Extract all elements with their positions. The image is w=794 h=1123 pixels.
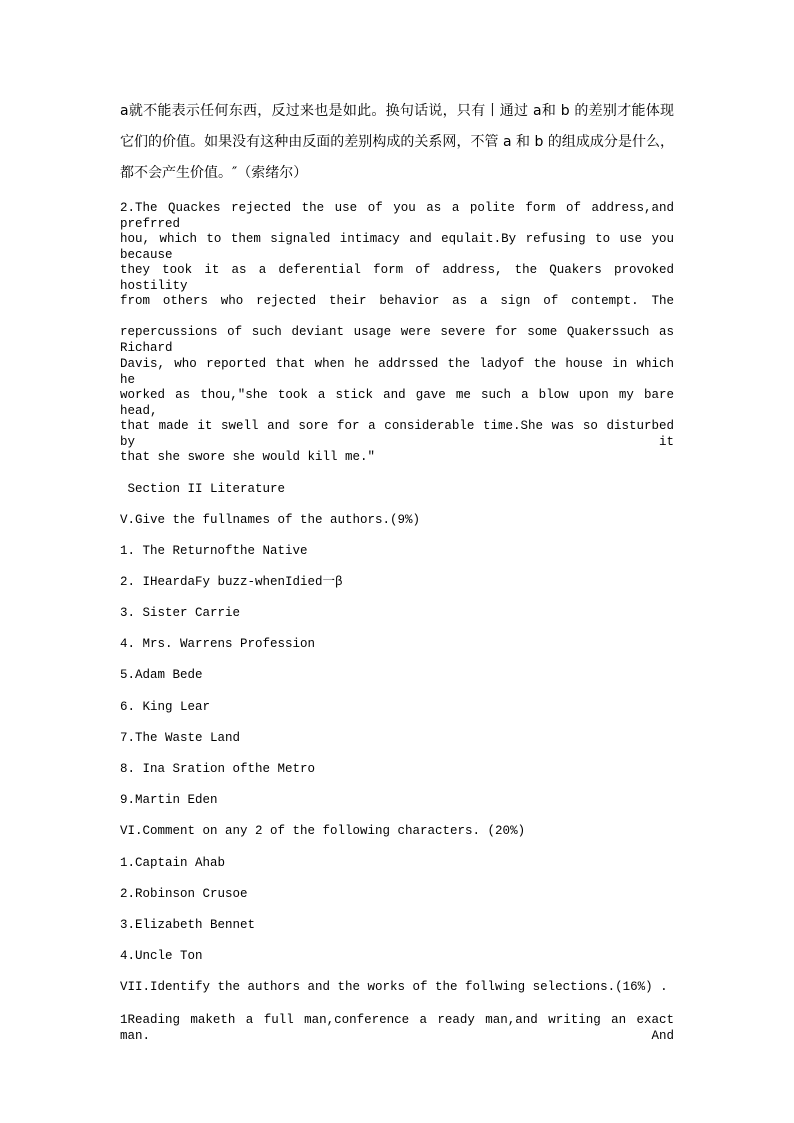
- section-heading: V.Give the fullnames of the authors.(9%): [120, 513, 421, 527]
- section-heading: VII.Identify the authors and the works of the follwing selections.(16%) .: [120, 980, 668, 994]
- text-line: they took it as a deferential form of address, the Quakers provoked hostility: [120, 263, 674, 293]
- list-item: 5.Adam Bede: [120, 668, 203, 682]
- text-line: 2.The Quackes rejected the use of you as a polite form of address,and prefrred: [120, 201, 674, 231]
- list-item: 1. The Returnofthe Native: [120, 544, 308, 558]
- list-item: 2.Robinson Crusoe: [120, 887, 248, 901]
- list-item: 2. IHeardaFy buzz-whenIdied一β: [120, 575, 343, 589]
- text-line: worked as thou,″she took a stick and gave me such a blow upon my bare head,: [120, 388, 674, 418]
- text-line: Davis, who reported that when he addrssed the ladyof the house in which he: [120, 357, 674, 387]
- text-line: repercussions of such deviant usage were severe for some Quakerssuch as Richard: [120, 325, 674, 355]
- section-heading: VI.Comment on any 2 of the following characters. (20%): [120, 824, 526, 838]
- list-item: 9.Martin Eden: [120, 793, 218, 807]
- text-line: a就不能表示任何东西，反过来也是如此。换句话说，只有丨通过 a和 b 的差别才能体现: [120, 103, 674, 119]
- list-item: 4.Uncle Ton: [120, 949, 203, 963]
- list-item: 3. Sister Carrie: [120, 606, 241, 620]
- list-item: 1.Captain Ahab: [120, 856, 226, 870]
- list-item: 4. Mrs. Warrens Profession: [120, 637, 316, 651]
- section-title: Section II Literature: [120, 482, 286, 496]
- text-line: 都不会产生价值。″（索绪尔）: [120, 165, 308, 181]
- list-item: 6. King Lear: [120, 700, 211, 714]
- list-item: 8. Ina Sration ofthe Metro: [120, 762, 316, 776]
- text-line: 它们的价值。如果没有这种由反面的差别构成的关系网，不管 a 和 b 的组成成分是什么，: [120, 134, 674, 150]
- list-item: 3.Elizabeth Bennet: [120, 918, 256, 932]
- text-line: that made it swell and sore for a considerable time.She was so disturbed by it: [120, 419, 674, 449]
- text-line: from others who rejected their behavior as a sign of contempt. The: [120, 294, 674, 308]
- text-line: that she swore she would kill me.″: [120, 450, 376, 464]
- text-line: hou, which to them signaled intimacy and equlait.By refusing to use you because: [120, 232, 674, 262]
- list-item: 7.The Waste Land: [120, 731, 241, 745]
- text-line: 1Reading maketh a full man,conference a ready man,and writing an exact man. And: [120, 1013, 674, 1043]
